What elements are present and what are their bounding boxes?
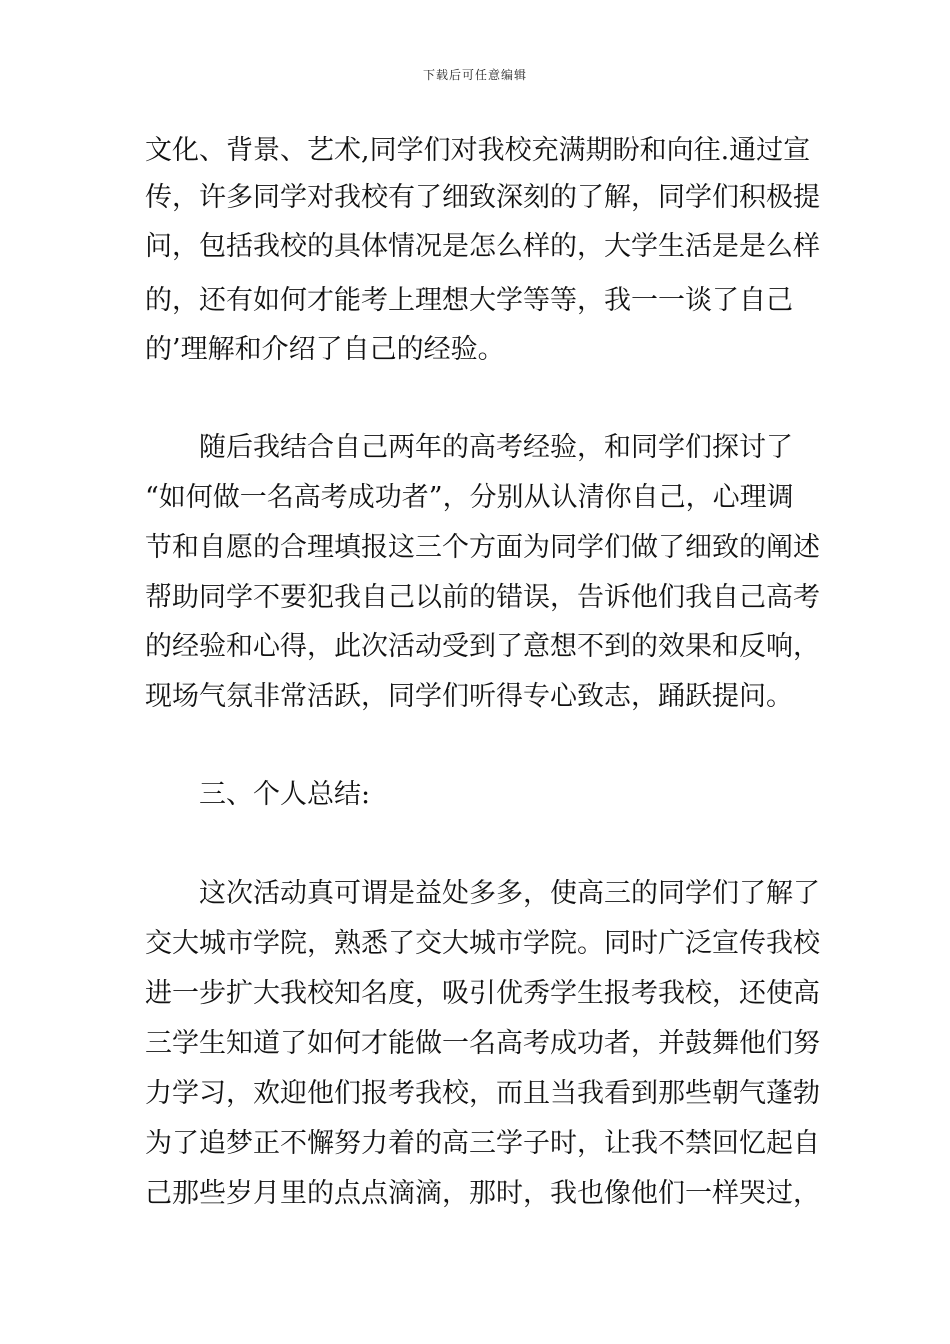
- text-line: 文化、背景、艺术,同学们对我校充满期盼和向往.通过宣: [145, 135, 811, 166]
- text-line: 随后我结合自己两年的高考经验，和同学们探讨了: [145, 432, 793, 463]
- text-line: 的经验和心得，此次活动受到了意想不到的效果和反响，: [145, 631, 820, 662]
- text-line: 己那些岁月里的点点滴滴，那时，我也像他们一样哭过，: [145, 1178, 820, 1209]
- text-line: 三学生知道了如何才能做一名高考成功者，并鼓舞他们努: [145, 1028, 820, 1059]
- text-line: 节和自愿的合理填报这三个方面为同学们做了细致的阐述: [145, 532, 820, 563]
- text-line: 为了追梦正不懈努力着的高三学子时，让我不禁回忆起自: [145, 1128, 820, 1159]
- section-heading: 三、个人总结:: [145, 779, 371, 810]
- text-line: 现场气氛非常活跃，同学们听得专心致志，踊跃提问。: [145, 681, 793, 712]
- text-line: “如何做一名高考成功者”，分别从认清你自己，心理调: [145, 482, 794, 513]
- text-line: 帮助同学不要犯我自己以前的错误，告诉他们我自己高考: [145, 582, 820, 613]
- text-line: 的，还有如何才能考上理想大学等等，我一一谈了自己: [145, 285, 793, 316]
- text-line: 力学习，欢迎他们报考我校，而且当我看到那些朝气蓬勃: [145, 1078, 820, 1109]
- text-line: 的’理解和介绍了自己的经验。: [145, 334, 505, 365]
- text-line: 传，许多同学对我校有了细致深刻的了解，同学们积极提: [145, 182, 820, 213]
- text-line: 这次活动真可谓是益处多多，使高三的同学们了解了: [145, 878, 820, 909]
- text-line: 问，包括我校的具体情况是怎么样的，大学生活是是么样: [145, 231, 820, 262]
- text-line: 进一步扩大我校知名度，吸引优秀学生报考我校，还使高: [145, 978, 820, 1009]
- text-line: 交大城市学院，熟悉了交大城市学院。同时广泛宣传我校: [145, 928, 820, 959]
- page-header-note: 下载后可任意编辑: [422, 68, 527, 82]
